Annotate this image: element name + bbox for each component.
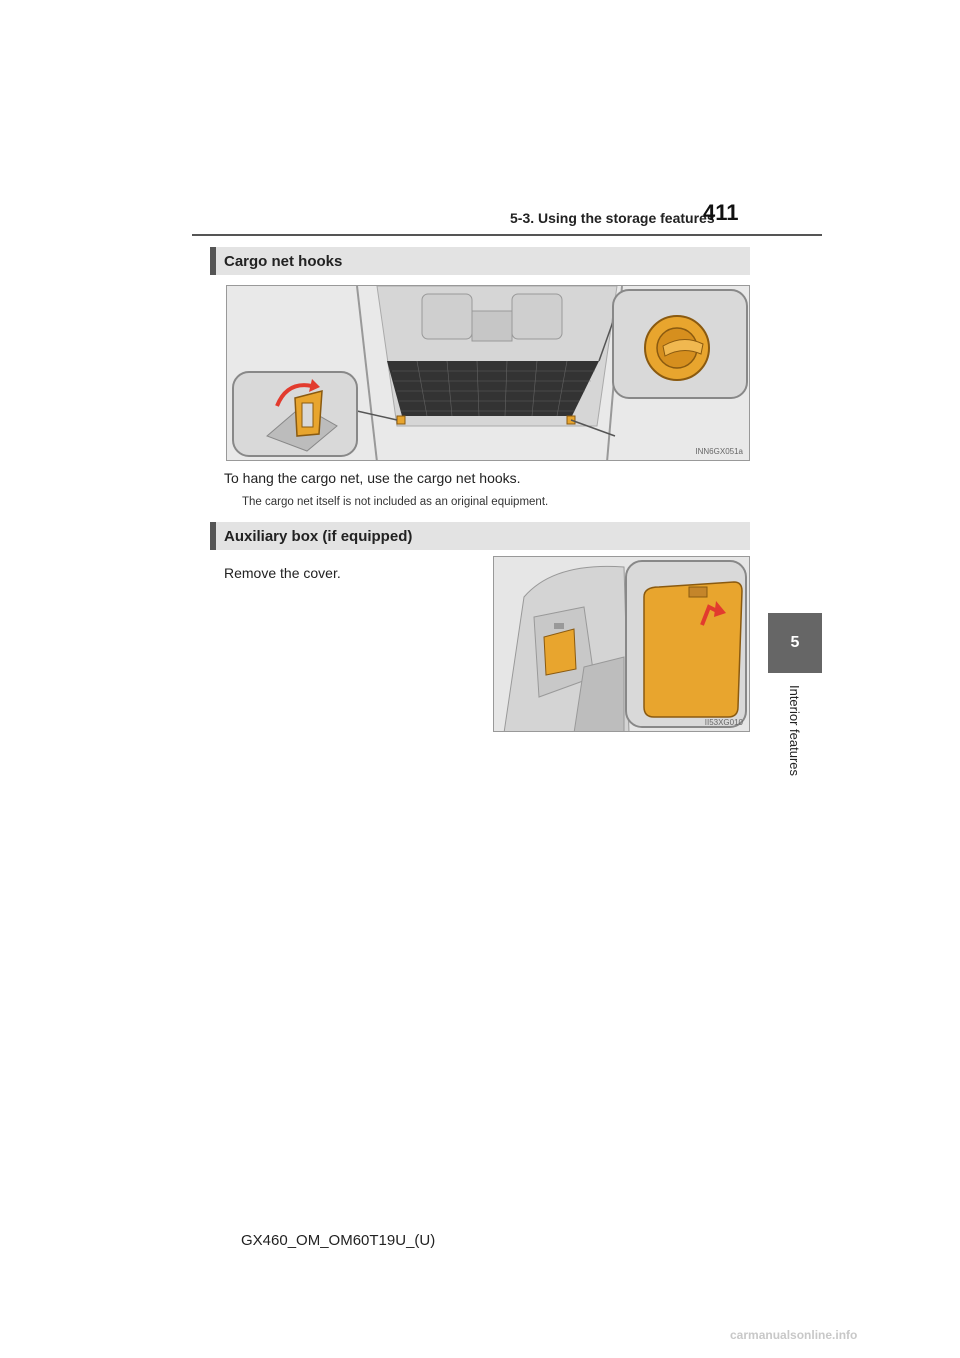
section-heading-text: Cargo net hooks xyxy=(224,252,343,270)
figure-code: II53XG010 xyxy=(704,718,743,727)
section-heading-cargo-net-hooks xyxy=(210,247,750,275)
auxiliary-box-cover xyxy=(544,629,576,675)
section-heading-auxiliary-box xyxy=(210,522,750,550)
chapter-label-text: Interior features xyxy=(787,684,803,776)
page-number: 411 xyxy=(703,200,739,225)
cargo-net-instruction: To hang the cargo net, use the cargo net hooks. xyxy=(224,470,521,486)
section-heading-text: Auxiliary box (if equipped) xyxy=(224,527,413,545)
cargo-net-note: The cargo net itself is not included as an original equipment. xyxy=(242,496,549,508)
watermark: carmanualsonline.info xyxy=(730,1328,858,1342)
auxiliary-box-figure xyxy=(493,556,750,732)
figure-code: INN6GX051a xyxy=(695,447,743,456)
document-code: GX460_OM_OM60T19U_(U) xyxy=(241,1232,436,1249)
auxiliary-box-instruction: Remove the cover. xyxy=(224,565,341,581)
header-section-title: 5-3. Using the storage features xyxy=(510,210,715,226)
cargo-net-hooks-figure xyxy=(226,285,750,461)
auxiliary-box-illustration xyxy=(494,557,750,732)
header-divider xyxy=(192,234,822,236)
chapter-label xyxy=(760,680,830,780)
cargo-area-illustration xyxy=(227,286,750,461)
chapter-tab[interactable]: 5 xyxy=(768,613,822,673)
